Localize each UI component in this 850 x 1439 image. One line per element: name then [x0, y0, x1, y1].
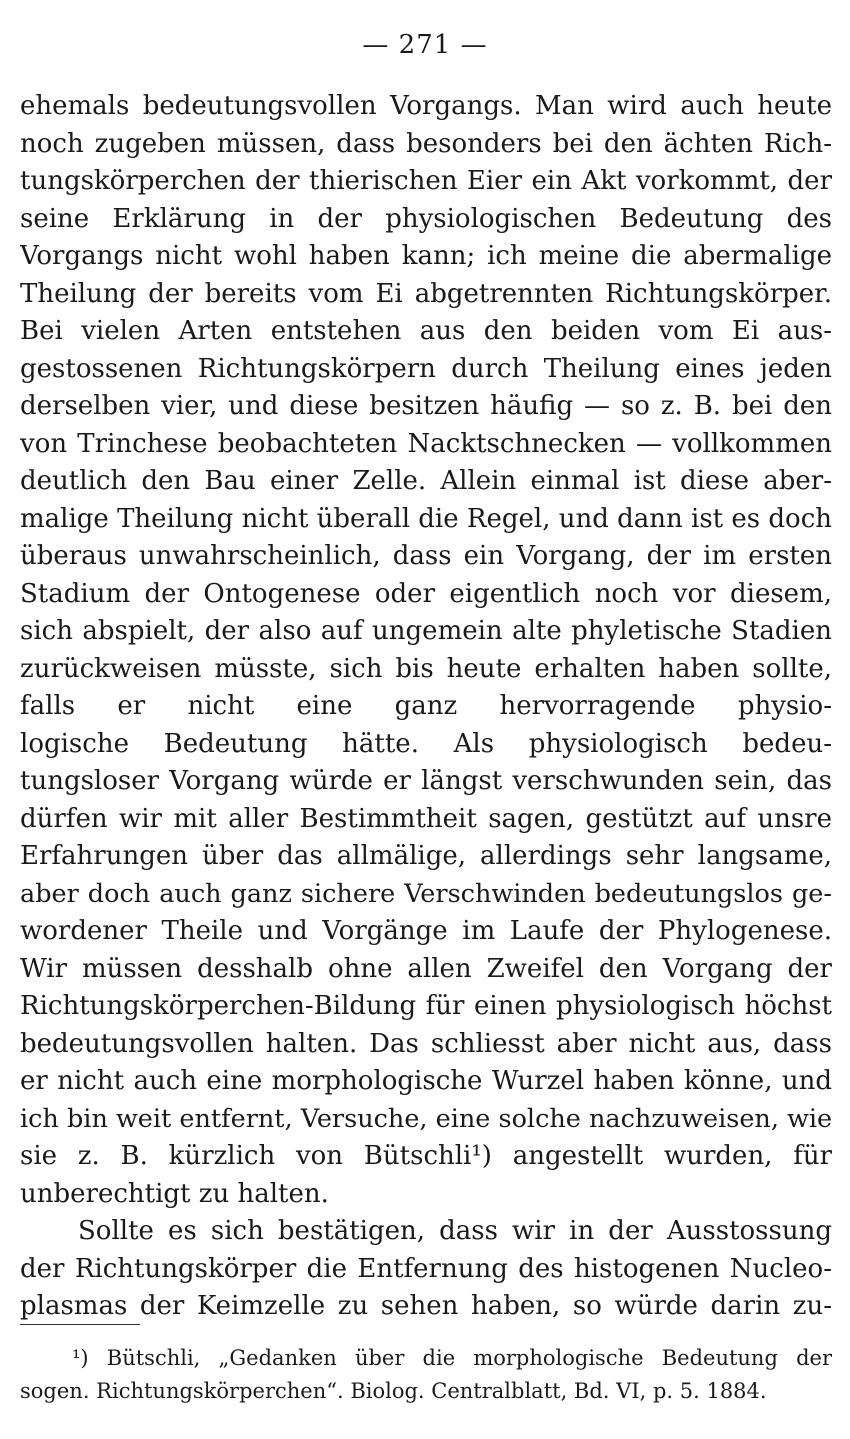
text-line: falls er nicht eine ganz hervorragende physio-	[20, 691, 832, 721]
footnote-line: ¹) Bütschli, „Gedanken über die morphologische Bedeutung der	[72, 1346, 832, 1370]
text-line: tungskörperchen der thierischen Eier ein Akt vorkommt, der	[20, 166, 832, 196]
body-text	[20, 88, 832, 1326]
footnotes	[20, 1342, 832, 1408]
text-line: Bei vielen Arten entstehen aus den beiden vom Ei aus-	[20, 316, 832, 346]
text-line: Stadium der Ontogenese oder eigentlich noch vor diesem,	[20, 578, 832, 609]
text-line: malige Theilung nicht überall die Regel, und dann ist es doch	[20, 503, 832, 534]
text-line: ehemals bedeutungsvollen Vorgangs. Man wird auch heute	[20, 91, 832, 121]
text-line: derselben vier, und diese besitzen häufig — so z. B. bei den	[20, 391, 832, 421]
text-line: sie z. B. kürzlich von Bütschli¹) angestellt wurden, für	[20, 1141, 832, 1171]
text-line: Wir müssen desshalb ohne allen Zweifel den Vorgang der	[20, 953, 832, 984]
text-line: dürfen wir mit aller Bestimmtheit sagen, gestützt auf unsre	[20, 803, 832, 834]
text-line: deutlich den Bau einer Zelle. Allein einmal ist diese aber-	[20, 466, 832, 496]
text-line: er nicht auch eine morphologische Wurzel haben könne, und	[20, 1066, 832, 1096]
footnote-divider	[20, 1324, 140, 1325]
text-line: Richtungskörperchen-Bildung für einen physiologisch höchst	[20, 991, 832, 1021]
text-line: überaus unwahrscheinlich, dass ein Vorgang, der im ersten	[20, 541, 832, 571]
text-line: unberechtigt zu halten.	[20, 1178, 329, 1209]
paragraph	[20, 88, 832, 1213]
text-line: Theilung der bereits vom Ei abgetrennten Richtungskörper.	[20, 278, 832, 309]
page-number: — 271 —	[362, 30, 488, 60]
text-line: plasmas der Keimzelle zu sehen haben, so würde darin zu-	[20, 1291, 832, 1321]
text-line: bedeutungsvollen halten. Das schliesst aber nicht aus, dass	[20, 1028, 832, 1059]
text-line: tungsloser Vorgang würde er längst verschwunden sein, das	[20, 766, 832, 796]
text-line: wordener Theile und Vorgänge im Laufe der Phylogenese.	[20, 916, 832, 946]
text-line: ich bin weit entfernt, Versuche, eine solche nachzuweisen, wie	[20, 1103, 832, 1134]
text-line: gestossenen Richtungskörpern durch Theilung eines jeden	[20, 353, 832, 384]
text-line: zurückweisen müsste, sich bis heute erhalten haben sollte,	[20, 653, 832, 684]
text-line: noch zugeben müssen, dass besonders bei den ächten Rich-	[20, 128, 832, 159]
paragraph	[20, 1213, 832, 1326]
text-line: Sollte es sich bestätigen, dass wir in der Ausstossung	[78, 1216, 832, 1246]
text-line: aber doch auch ganz sichere Verschwinden bedeutungslos ge-	[20, 878, 832, 909]
footnote-line: sogen. Richtungskörperchen“. Biolog. Centralblatt, Bd. VI, p. 5. 1884.	[20, 1379, 767, 1403]
text-line: der Richtungskörper die Entfernung des histogenen Nucleo-	[20, 1253, 832, 1284]
text-line: sich abspielt, der also auf ungemein alte phyletische Stadien	[20, 616, 832, 646]
text-line: logische Bedeutung hätte. Als physiologisch bedeu-	[20, 728, 832, 759]
text-line: Erfahrungen über das allmälige, allerdings sehr langsame,	[20, 841, 832, 871]
text-line: Vorgangs nicht wohl haben kann; ich meine die abermalige	[20, 241, 832, 271]
text-line: seine Erklärung in der physiologischen Bedeutung des	[20, 203, 832, 234]
text-line: von Trinchese beobachteten Nacktschnecken — vollkommen	[20, 428, 832, 459]
